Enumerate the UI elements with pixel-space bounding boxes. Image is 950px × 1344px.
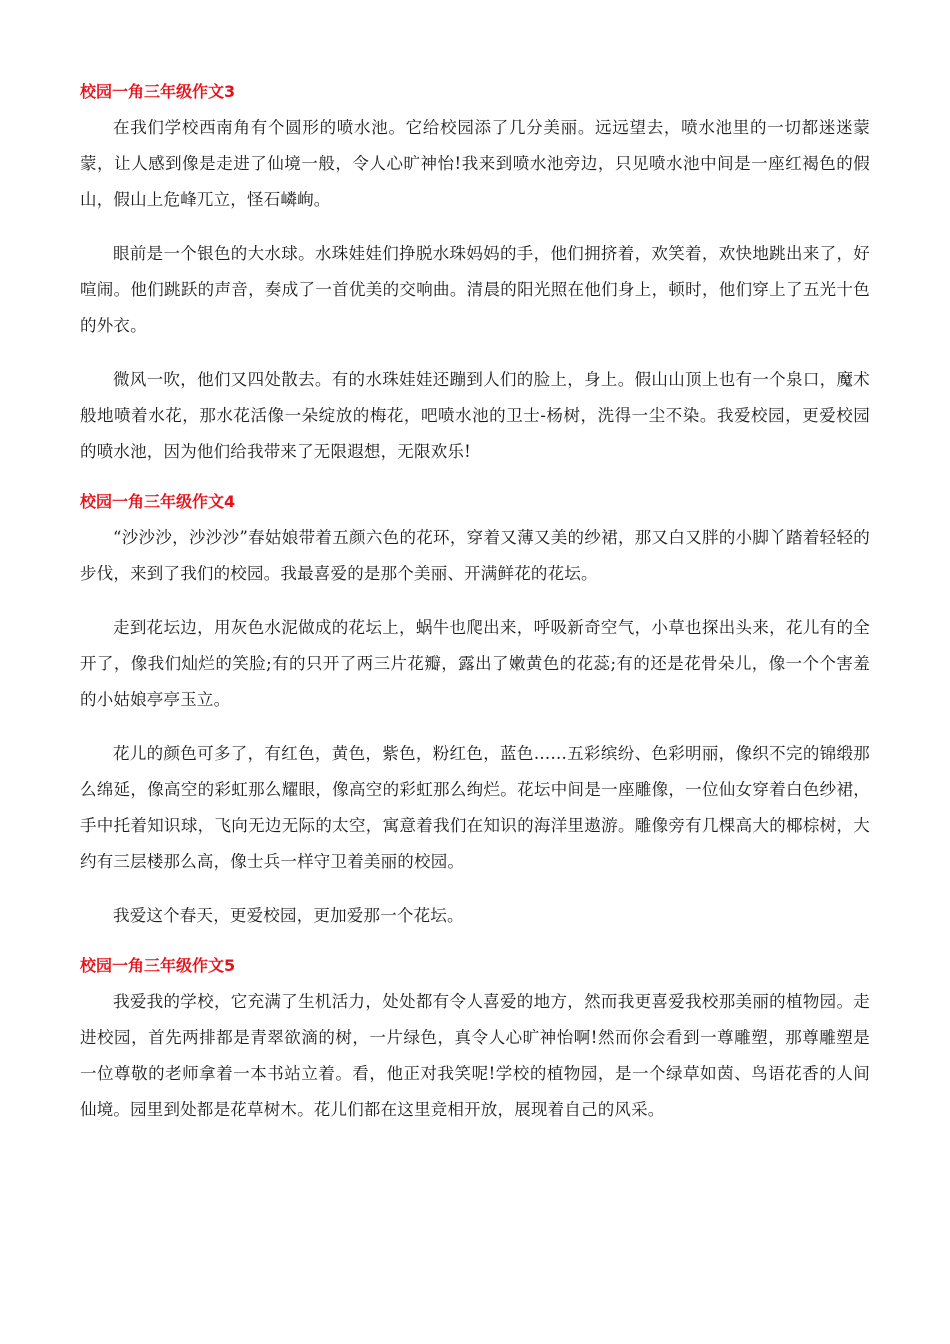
document-page — [80, 78, 870, 1146]
paragraph: 眼前是一个银色的大水球。水珠娃娃们挣脱水珠妈妈的手，他们拥挤着，欢笑着，欢快地跳出来了，好喧闹。他们跳跃的声音，奏成了一首优美的交响曲。清晨的阳光照在他们身上，顿时，他们穿上了五光十色的外衣。 — [80, 244, 870, 335]
paragraph: 花儿的颜色可多了，有红色，黄色，紫色，粉红色，蓝色……五彩缤纷、色彩明丽，像织不完的锦缎那么绵延，像高空的彩虹那么耀眼，像高空的彩虹那么绚烂。花坛中间是一座雕像，一位仙女穿着白色纱裙，手中托着知识球，飞向无边无际的太空，寓意着我们在知识的海洋里遨游。雕像旁有几棵高大的椰棕树，大约有三层楼那么高，像士兵一样守卫着美丽的校园。 — [80, 744, 870, 871]
paragraph: 微风一吹，他们又四处散去。有的水珠娃娃还蹦到人们的脸上，身上。假山山顶上也有一个泉口，魔术般地喷着水花，那水花活像一朵绽放的梅花，吧喷水池的卫士-杨树，洗得一尘不染。我爱校园，更爱校园的喷水池，因为他们给我带来了无限遐想，无限欢乐! — [80, 370, 870, 461]
section-title: 校园一角三年级作文3 — [80, 82, 236, 101]
essay-section-3 — [80, 78, 870, 470]
section-title: 校园一角三年级作文4 — [80, 492, 236, 511]
paragraph: 在我们学校西南角有个圆形的喷水池。它给校园添了几分美丽。远远望去，喷水池里的一切都迷迷蒙蒙，让人感到像是走进了仙境一般，令人心旷神怡!我来到喷水池旁边，只见喷水池中间是一座红褐色的假山，假山上危峰兀立，怪石嶙峋。 — [80, 118, 870, 209]
paragraph: 走到花坛边，用灰色水泥做成的花坛上，蜗牛也爬出来，呼吸新奇空气，小草也探出头来，花儿有的全开了，像我们灿烂的笑脸;有的只开了两三片花瓣，露出了嫩黄色的花蕊;有的还是花骨朵儿，像一个个害羞的小姑娘亭亭玉立。 — [80, 618, 870, 709]
paragraph: 我爱这个春天，更爱校园，更加爱那一个花坛。 — [113, 906, 464, 925]
essay-section-5 — [80, 952, 870, 1128]
paragraph: “沙沙沙，沙沙沙”春姑娘带着五颜六色的花环，穿着又薄又美的纱裙，那又白又胖的小脚丫踏着轻轻的步伐，来到了我们的校园。我最喜爱的是那个美丽、开满鲜花的花坛。 — [80, 528, 870, 583]
section-title: 校园一角三年级作文5 — [80, 956, 236, 975]
essay-section-4 — [80, 488, 870, 934]
paragraph: 我爱我的学校，它充满了生机活力，处处都有令人喜爱的地方，然而我更喜爱我校那美丽的植物园。走进校园，首先两排都是青翠欲滴的树，一片绿色，真令人心旷神怡啊!然而你会看到一尊雕塑，那尊雕塑是一位尊敬的老师拿着一本书站立着。看，他正对我笑呢!学校的植物园，是一个绿草如茵、鸟语花香的人间仙境。园里到处都是花草树木。花儿们都在这里竞相开放，展现着自己的风采。 — [80, 992, 870, 1119]
